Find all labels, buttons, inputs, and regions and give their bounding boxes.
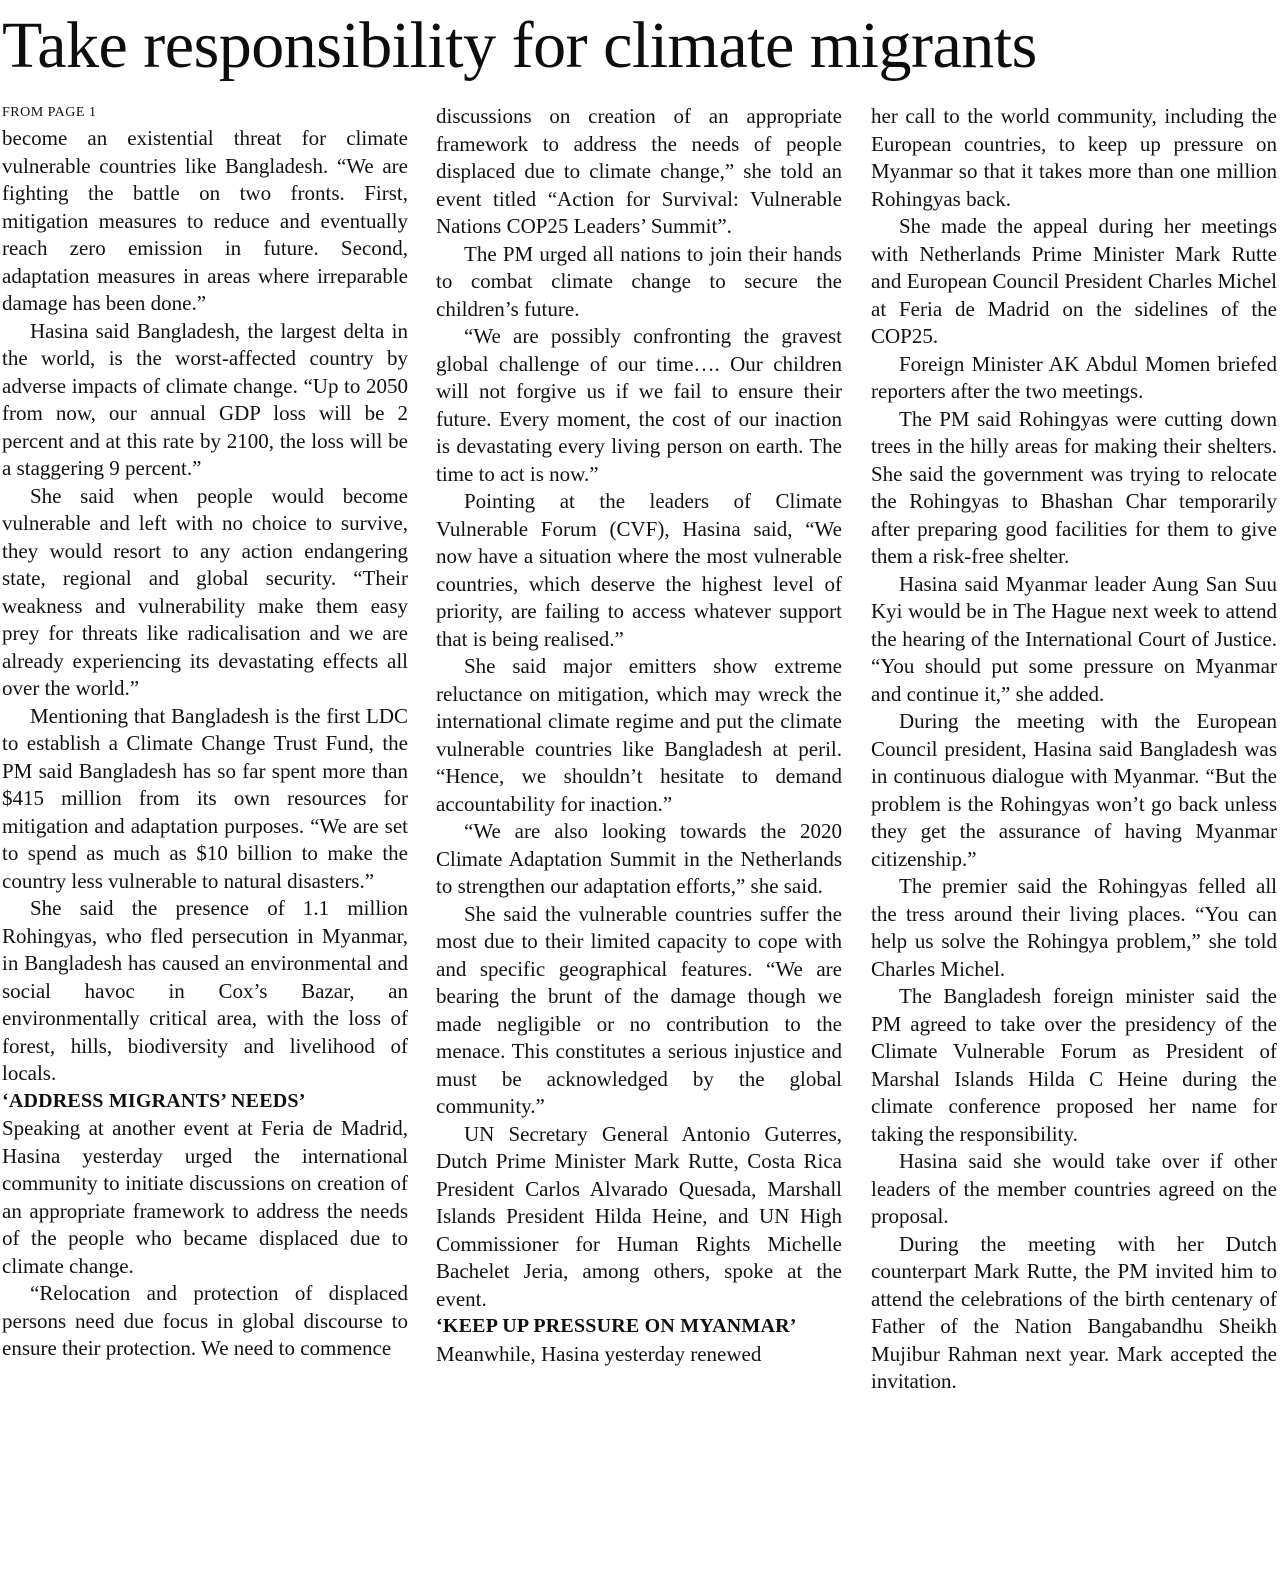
article-column-3: [871, 103, 1277, 1573]
paragraph: “We are also looking towards the 2020 Climate Adaptation Summit in the Netherlands to strengthen our adaptation efforts,” she said.: [436, 819, 842, 898]
paragraph: her call to the world community, including the European countries, to keep up pressure on Myanmar so that it takes more than one million Rohingyas back.: [871, 104, 1277, 211]
paragraph: Hasina said Myanmar leader Aung San Suu Kyi would be in The Hague next week to attend the hearing of the International Court of Justice. “You should put some pressure on Myanmar and continue it,” she added.: [871, 571, 1277, 706]
article-column-1: [2, 103, 408, 1573]
paragraph: The PM said Rohingyas were cutting down trees in the hilly areas for making their shelters. She said the government was trying to relocate the Rohingyas to Bhashan Char temporarily after preparing good facilities for them to give them a risk-free shelter.: [871, 406, 1277, 568]
paragraph: She said major emitters show extreme reluctance on mitigation, which may wreck the international climate regime and put the climate vulnerable countries like Bangladesh at peril. “Hence, we shouldn’t hesitate to demand accountability for inaction.”: [436, 654, 842, 816]
paragraph: She said the vulnerable countries suffer the most due to their limited capacity to cope with and specific geographical features. “We are bearing the brunt of the damage though we made negligible or no contribution to the menace. This constitutes a serious injustice and must be acknowledged by the global community.”: [436, 901, 842, 1118]
paragraph: “Relocation and protection of displaced persons need due focus in global discourse to ensure their protection. We need to commence: [2, 1281, 408, 1360]
paragraph: She said the presence of 1.1 million Rohingyas, who fled persecution in Myanmar, in Bangladesh has caused an environmental and social havoc in Cox’s Bazar, an environmentally critical area, with the loss of forest, hills, biodiversity and livelihood of locals.: [2, 896, 408, 1085]
paragraph: The premier said the Rohingyas felled all the tress around their living places. “You can help us solve the Rohingya problem,” she told Charles Michel.: [871, 874, 1277, 981]
article-column-2: [436, 103, 842, 1573]
subheading: ‘ADDRESS MIGRANTS’ NEEDS’: [2, 1089, 306, 1112]
paragraph: During the meeting with her Dutch counterpart Mark Rutte, the PM invited him to attend the celebrations of the birth centenary of Father of the Nation Bangabandhu Sheikh Mujibur Rahman next year. Mark accepted the invitation.: [871, 1231, 1277, 1393]
paragraph: “We are possibly confronting the gravest global challenge of our time…. Our children will not forgive us if we fail to ensure their future. Every moment, the cost of our inaction is devastating every living person on earth. The time to act is now.”: [436, 324, 842, 486]
continuation-kicker: FROM PAGE 1: [2, 105, 97, 120]
paragraph: Hasina said Bangladesh, the largest delta in the world, is the worst-affected country by adverse impacts of climate change. “Up to 2050 from now, our annual GDP loss will be 2 percent and at this rate by 2100, the loss will be a staggering 9 percent.”: [2, 318, 408, 480]
paragraph: Hasina said she would take over if other leaders of the member countries agreed on the proposal.: [871, 1149, 1277, 1228]
paragraph: Foreign Minister AK Abdul Momen briefed reporters after the two meetings.: [871, 351, 1277, 403]
paragraph: She made the appeal during her meetings with Netherlands Prime Minister Mark Rutte and European Council President Charles Michel at Feria de Madrid on the sidelines of the COP25.: [871, 214, 1277, 348]
paragraph: discussions on creation of an appropriate framework to address the needs of people displaced due to climate change,” she told an event titled “Action for Survival: Vulnerable Nations COP25 Leaders’ Summit”.: [436, 104, 842, 238]
subheading: ‘KEEP UP PRESSURE ON MYANMAR’: [436, 1315, 797, 1337]
headline: Take responsibility for climate migrants: [2, 9, 1037, 82]
paragraph: The Bangladesh foreign minister said the PM agreed to take over the presidency of the Climate Vulnerable Forum as President of Marshal Islands Hilda C Heine during the climate conference proposed her name for taking the responsibility.: [871, 984, 1277, 1146]
paragraph: She said when people would become vulnerable and left with no choice to survive, they would resort to any action endangering state, regional and global security. “Their weakness and vulnerability make them easy prey for threats like radicalisation and we are already experiencing its devastating effects all over the world.”: [2, 483, 408, 700]
paragraph: Speaking at another event at Feria de Madrid, Hasina yesterday urged the international community to initiate discussions on creation of an appropriate framework to address the needs of the people who became displaced due to climate change.: [2, 1116, 408, 1278]
paragraph: Mentioning that Bangladesh is the first LDC to establish a Climate Change Trust Fund, the PM said Bangladesh has so far spent more than $415 million from its own resources for mitigation and adaptation purposes. “We are set to spend as much as $10 billion to make the country less vulnerable to natural disasters.”: [2, 703, 408, 893]
paragraph: UN Secretary General Antonio Guterres, Dutch Prime Minister Mark Rutte, Costa Rica President Carlos Alvarado Quesada, Marshall Islands President Hilda Heine, and UN High Commissioner for Human Rights Michelle Bachelet Jeria, among others, spoke at the event.: [436, 1121, 842, 1311]
paragraph: During the meeting with the European Council president, Hasina said Bangladesh was in continuous dialogue with Myanmar. “But the problem is the Rohingyas won’t go back unless they get the assurance of having Myanmar citizenship.”: [871, 709, 1277, 871]
paragraph: become an existential threat for climate vulnerable countries like Bangladesh. “We are fighting the battle on two fronts. First, mitigation measures to reduce and eventually reach zero emission in future. Second, adaptation measures in areas where irreparable damage has been done.”: [2, 126, 408, 315]
paragraph: Pointing at the leaders of Climate Vulnerable Forum (CVF), Hasina said, “We now have a situation where the most vulnerable countries, which deserve the highest level of priority, are failing to access whatever support that is being realised.”: [436, 489, 842, 651]
paragraph: Meanwhile, Hasina yesterday renewed: [436, 1341, 762, 1366]
paragraph: The PM urged all nations to join their hands to combat climate change to secure the children’s future.: [436, 241, 842, 321]
